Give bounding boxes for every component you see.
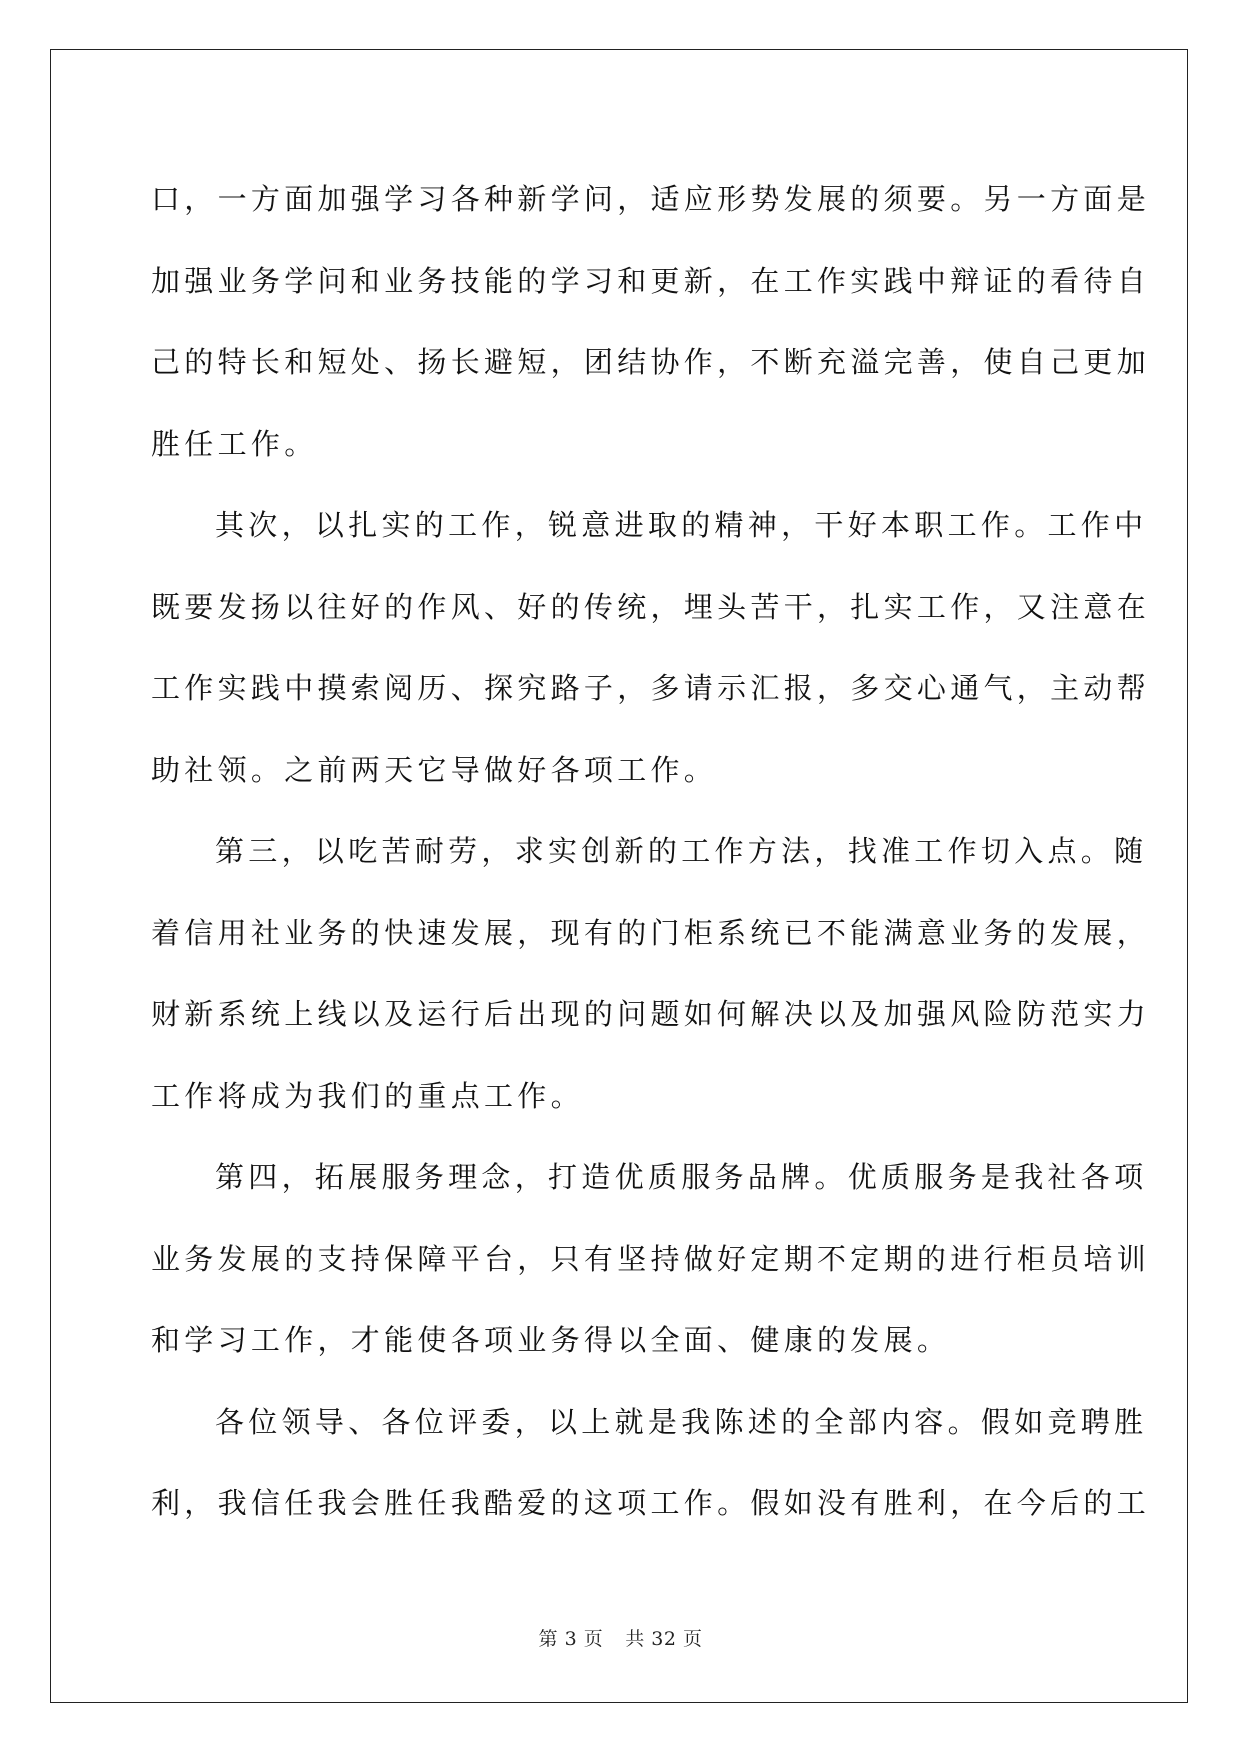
page-footer: [0, 1624, 1241, 1651]
paragraph-start-line: 第三，以吃苦耐劳，求实创新的工作方法，找准工作切入点。随: [215, 834, 1148, 868]
text-line: 助社领。之前两天它导做好各项工作。: [151, 752, 718, 787]
text-line: 既要发扬以往好的作风、好的传统，埋头苦干，扎实工作，又注意在: [151, 589, 1151, 624]
text-line: 和学习工作，才能使各项业务得以全面、健康的发展。: [151, 1323, 951, 1357]
text-line: 利，我信任我会胜任我酷爱的这项工作。假如没有胜利，在今后的工: [151, 1486, 1151, 1520]
document-body: [151, 159, 1151, 1545]
text-line: 胜任工作。: [151, 426, 318, 461]
text-line: 财新系统上线以及运行后出现的问题如何解决以及加强风险防范实力: [151, 997, 1151, 1031]
paragraph-start-line: 其次，以扎实的工作，锐意进取的精神，干好本职工作。工作中: [215, 508, 1148, 542]
text-line: 工作实践中摸索阅历、探究路子，多请示汇报，多交心通气，主动帮: [151, 671, 1151, 705]
text-line: 己的特长和短处、扬长避短，团结协作，不断充溢完善，使自己更加: [151, 345, 1151, 379]
text-line: 着信用社业务的快速发展，现有的门柜系统已不能满意业务的发展，: [151, 915, 1151, 950]
text-line: 加强业务学问和业务技能的学习和更新，在工作实践中辩证的看待自: [151, 263, 1151, 298]
page-number: 第 3 页: [538, 1628, 604, 1650]
paragraph-start-line: 各位领导、各位评委，以上就是我陈述的全部内容。假如竞聘胜: [215, 1404, 1148, 1439]
total-pages: 共 32 页: [625, 1628, 703, 1650]
paragraph-start-line: 第四，拓展服务理念，打造优质服务品牌。优质服务是我社各项: [215, 1160, 1148, 1194]
text-line: 业务发展的支持保障平台，只有坚持做好定期不定期的进行柜员培训: [151, 1241, 1151, 1276]
text-line: 口，一方面加强学习各种新学问，适应形势发展的须要。另一方面是: [151, 182, 1151, 216]
text-line: 工作将成为我们的重点工作。: [151, 1078, 584, 1113]
